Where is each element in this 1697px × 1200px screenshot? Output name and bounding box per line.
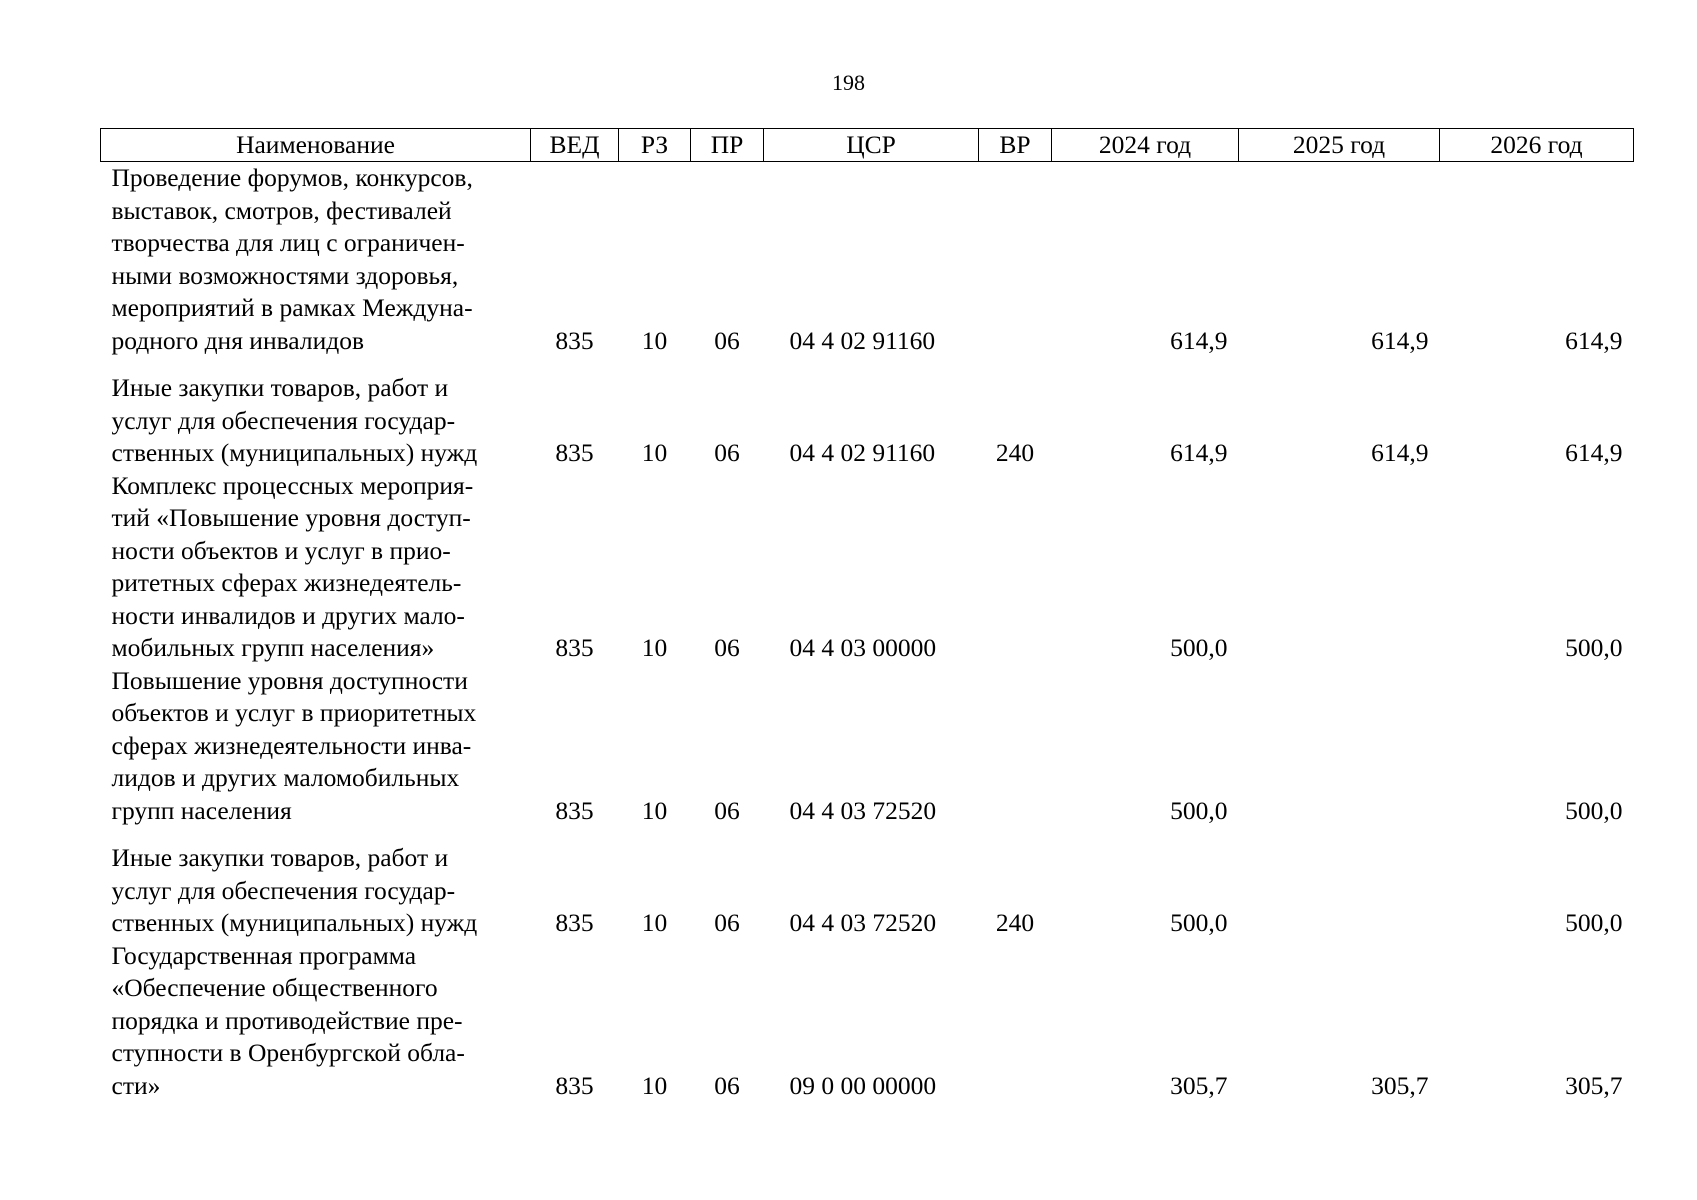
row-2024: 614,9 [1170, 438, 1228, 467]
row-name-line: Проведение форумов, конкурсов, [111, 163, 473, 192]
row-name [101, 162, 531, 373]
row-name [101, 842, 531, 940]
row-ved: 835 [555, 908, 594, 937]
row-rz: 10 [641, 1070, 668, 1100]
budget-table [100, 128, 1634, 1102]
col-header-name: Наименование [101, 129, 531, 162]
col-header-2026: 2026 год [1440, 129, 1634, 162]
row-name-line: ритетных сферах жизнедеятель- [111, 568, 462, 597]
row-name-line: Иные закупки товаров, работ и [111, 373, 449, 402]
col-header-ved: ВЕД [531, 129, 619, 162]
col-header-2025: 2025 год [1239, 129, 1440, 162]
table-row [101, 470, 1634, 665]
row-vr: 240 [995, 908, 1035, 937]
row-name-line: мероприятий в рамках Междуна- [111, 293, 473, 322]
row-name-line: услуг для обеспечения государ- [111, 875, 456, 905]
table-row [101, 665, 1634, 843]
row-name-line: сти» [111, 1070, 161, 1100]
row-name-line: Комплекс процессных мероприя- [111, 470, 474, 500]
row-rz: 10 [641, 633, 668, 662]
row-rz: 10 [641, 438, 668, 467]
row-rz: 10 [641, 795, 668, 825]
row-2025: 614,9 [1371, 438, 1429, 467]
row-name-line: ности инвалидов и других мало- [111, 600, 465, 630]
row-csr: 04 4 03 00000 [789, 633, 937, 662]
col-header-csr: ЦСР [764, 129, 979, 162]
row-name-line: объектов и услуг в приоритетных [111, 698, 477, 727]
row-vr [979, 940, 1052, 1103]
row-name-line: Государственная программа [111, 940, 417, 970]
row-name-line: порядка и противодействие пре- [111, 1005, 463, 1035]
row-2026: 305,7 [1565, 1070, 1623, 1100]
row-vr: 240 [995, 438, 1035, 467]
row-2026: 614,9 [1565, 438, 1623, 467]
row-name-line: групп населения [111, 795, 292, 825]
row-2024: 500,0 [1170, 908, 1228, 937]
table-row [101, 940, 1634, 1103]
row-pr: 06 [714, 325, 740, 355]
col-header-vr: ВР [979, 129, 1052, 162]
row-ved: 835 [555, 325, 594, 355]
table-row [101, 842, 1634, 940]
row-2025 [1239, 665, 1440, 843]
row-csr: 04 4 03 72520 [789, 795, 937, 825]
row-2026: 500,0 [1565, 795, 1623, 825]
row-csr: 04 4 02 91160 [789, 438, 936, 467]
row-2024: 500,0 [1170, 633, 1228, 662]
row-name-line: ступности в Оренбургской обла- [111, 1038, 465, 1067]
row-2025: 614,9 [1371, 325, 1429, 355]
row-pr: 06 [714, 908, 740, 937]
row-ved: 835 [555, 1070, 594, 1100]
row-name-line: услуг для обеспечения государ- [111, 405, 456, 435]
row-name-line: мобильных групп населения» [111, 633, 435, 662]
row-rz: 10 [641, 325, 668, 355]
row-csr: 04 4 02 91160 [789, 325, 936, 355]
row-2026: 614,9 [1565, 325, 1623, 355]
row-vr [979, 665, 1052, 843]
table-row [101, 162, 1634, 373]
row-2025 [1239, 842, 1440, 940]
col-header-2024: 2024 год [1052, 129, 1239, 162]
row-name-line: ственных (муниципальных) нужд [111, 438, 478, 467]
row-name-line: сферах жизнедеятельности инва- [111, 730, 472, 760]
row-vr [979, 470, 1052, 665]
row-name [101, 940, 531, 1103]
row-name-line: лидов и других маломобильных [111, 763, 460, 792]
table-header-row [101, 129, 1634, 162]
row-pr: 06 [714, 1070, 740, 1100]
row-name-line: выставок, смотров, фестивалей [111, 195, 452, 225]
row-ved: 835 [555, 438, 594, 467]
row-name-line: ными возможностями здоровья, [111, 260, 459, 290]
row-name-line: «Обеспечение общественного [111, 973, 438, 1002]
row-csr: 04 4 03 72520 [789, 908, 937, 937]
row-name-line: Иные закупки товаров, работ и [111, 843, 449, 872]
row-2026: 500,0 [1565, 908, 1623, 937]
row-name [101, 372, 531, 470]
row-name [101, 665, 531, 843]
row-2025: 305,7 [1371, 1070, 1429, 1100]
row-csr: 09 0 00 00000 [789, 1070, 937, 1100]
col-header-rz: РЗ [619, 129, 691, 162]
row-name-line: родного дня инвалидов [111, 325, 364, 355]
row-rz: 10 [641, 908, 668, 937]
row-ved: 835 [555, 795, 594, 825]
col-header-pr: ПР [691, 129, 764, 162]
row-2024: 500,0 [1170, 795, 1228, 825]
table-row [101, 372, 1634, 470]
row-2024: 614,9 [1170, 325, 1228, 355]
row-name [101, 470, 531, 665]
row-2024: 305,7 [1170, 1070, 1228, 1100]
row-ved: 835 [555, 633, 594, 662]
page-number: 198 [832, 70, 865, 95]
row-name-line: ности объектов и услуг в прио- [111, 535, 451, 565]
row-pr: 06 [714, 633, 740, 662]
row-pr: 06 [714, 795, 740, 825]
row-name-line: тий «Повышение уровня доступ- [111, 503, 471, 532]
row-2026: 500,0 [1565, 633, 1623, 662]
row-pr: 06 [714, 438, 740, 467]
row-2025 [1239, 470, 1440, 665]
row-name-line: Повышение уровня доступности [111, 665, 468, 695]
row-vr [979, 162, 1052, 373]
row-name-line: ственных (муниципальных) нужд [111, 908, 478, 937]
row-name-line: творчества для лиц с ограничен- [111, 228, 465, 257]
